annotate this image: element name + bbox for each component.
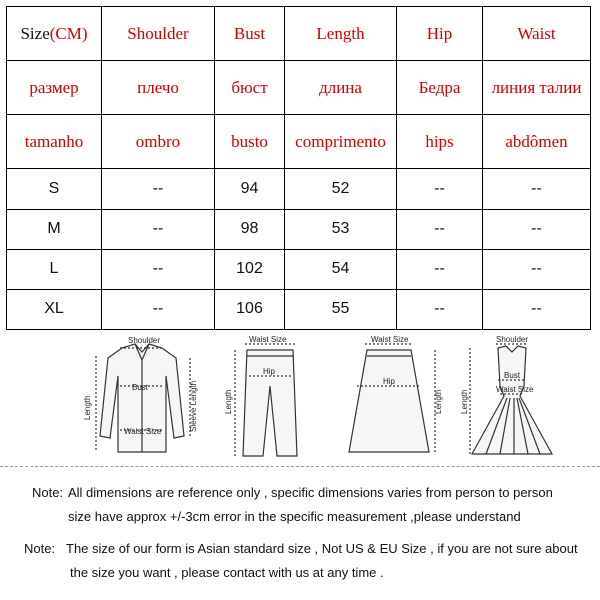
- header-ru-length: длина: [285, 61, 397, 115]
- cell-size: L: [7, 249, 102, 289]
- header-length: Length: [285, 7, 397, 61]
- pants-hip-label: Hip: [263, 367, 276, 376]
- dress-icon: [462, 336, 562, 460]
- header-pt-bust: busto: [215, 115, 285, 169]
- cell-waist: --: [483, 249, 591, 289]
- shirt-length-label: Length: [83, 395, 92, 420]
- header-pt-hip: hips: [397, 115, 483, 169]
- pants-length-label: Length: [224, 389, 233, 414]
- cell-size: S: [7, 169, 102, 209]
- skirt-hip-label: Hip: [383, 377, 396, 386]
- header-shoulder: Shoulder: [102, 7, 215, 61]
- dress-shoulder-label: Shoulder: [496, 335, 529, 344]
- cell-length: 52: [285, 169, 397, 209]
- cell-size: M: [7, 209, 102, 249]
- cell-bust: 94: [215, 169, 285, 209]
- table-row: [7, 169, 591, 209]
- pants-illustration: [225, 336, 315, 460]
- pants-icon: [225, 336, 315, 460]
- cell-shoulder: --: [102, 289, 215, 329]
- header-hip: Hip: [397, 7, 483, 61]
- header-row-russian: [7, 61, 591, 115]
- dashed-divider: [0, 466, 600, 467]
- cell-hip: --: [397, 249, 483, 289]
- header-row-portuguese: [7, 115, 591, 169]
- dress-illustration: [462, 336, 562, 460]
- header-ru-hip: Бедра: [397, 61, 483, 115]
- cell-size: XL: [7, 289, 102, 329]
- note-text: the size you want , please contact with us at any time .: [70, 565, 384, 580]
- cell-bust: 98: [215, 209, 285, 249]
- header-bust: Bust: [215, 7, 285, 61]
- cell-shoulder: --: [102, 169, 215, 209]
- header-pt-waist: abdômen: [483, 115, 591, 169]
- shirt-sleeve-label: Sleeve Length: [189, 380, 198, 432]
- header-pt-length: comprimento: [285, 115, 397, 169]
- header-row-english: [7, 7, 591, 61]
- skirt-icon: [335, 336, 445, 460]
- cell-length: 55: [285, 289, 397, 329]
- header-pt-size: tamanho: [7, 115, 102, 169]
- note-label: Note:: [24, 541, 56, 556]
- skirt-illustration: [335, 336, 445, 460]
- cell-hip: --: [397, 169, 483, 209]
- note-label: Note:: [32, 485, 64, 500]
- header-ru-shoulder: плечо: [102, 61, 215, 115]
- table-row: [7, 249, 591, 289]
- cell-length: 54: [285, 249, 397, 289]
- dress-length-label: Length: [460, 389, 469, 414]
- shirt-illustration: [80, 336, 205, 460]
- skirt-waist-label: Waist Size: [371, 335, 409, 344]
- header-ru-size: размер: [7, 61, 102, 115]
- pants-waist-label: Waist Size: [249, 335, 287, 344]
- cell-bust: 106: [215, 289, 285, 329]
- cell-bust: 102: [215, 249, 285, 289]
- cell-waist: --: [483, 209, 591, 249]
- size-chart-table: [6, 6, 591, 330]
- cell-hip: --: [397, 209, 483, 249]
- dress-waist-label: Waist Size: [496, 385, 534, 394]
- header-size: Size(CM): [7, 7, 102, 61]
- note-text: The size of our form is Asian standard size , Not US & EU Size , if you are not sure about: [66, 541, 578, 556]
- cell-shoulder: --: [102, 249, 215, 289]
- note-text: size have approx +/-3cm error in the specific measurement ,please understand: [68, 509, 521, 524]
- header-pt-shoulder: ombro: [102, 115, 215, 169]
- header-waist: Waist: [483, 7, 591, 61]
- skirt-length-label: Length: [434, 389, 443, 414]
- shirt-waist-label: Waist Size: [124, 427, 162, 436]
- table-row: [7, 209, 591, 249]
- cell-shoulder: --: [102, 209, 215, 249]
- header-ru-bust: бюст: [215, 61, 285, 115]
- shirt-bust-label: Bust: [132, 383, 149, 392]
- cell-length: 53: [285, 209, 397, 249]
- header-ru-waist: линия талии: [483, 61, 591, 115]
- shirt-icon: [80, 336, 205, 460]
- table-row: [7, 289, 591, 329]
- cell-hip: --: [397, 289, 483, 329]
- cell-waist: --: [483, 289, 591, 329]
- dress-bust-label: Bust: [504, 371, 521, 380]
- shirt-shoulder-label: Shoulder: [128, 336, 161, 345]
- note-text: All dimensions are reference only , specific dimensions varies from person to person: [68, 485, 553, 500]
- cell-waist: --: [483, 169, 591, 209]
